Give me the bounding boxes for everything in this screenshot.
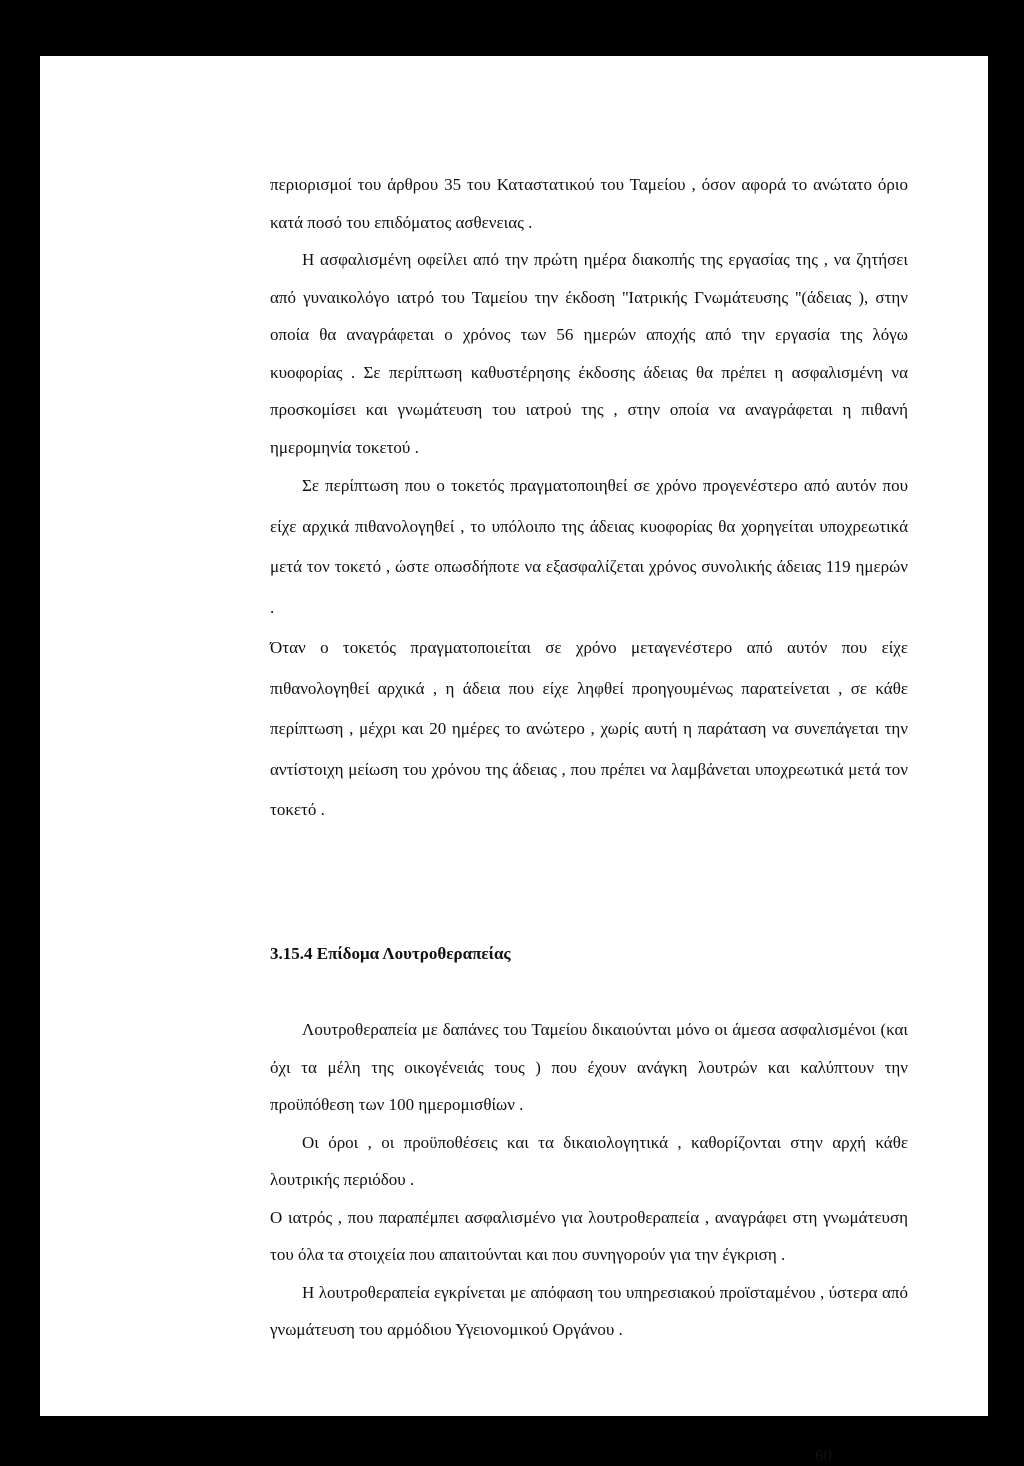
text-block-mid: [270, 466, 908, 831]
paragraph-2: Η ασφαλισμένη οφείλει από την πρώτη ημέρα διακοπής της εργασίας της , να ζητήσει από γυναικολόγο ιατρό του Ταμείου την έκδοση ''Ιατρικής Γνωμάτευσης ''(άδειας ), στην οποία θα αναγράφεται ο χρόνος των 56 ημερών αποχής από την εργασία της λόγω κυοφορίας . Σε περίπτωση καθυστέρησης έκδοσης άδειας θα πρέπει η ασφαλισμένη να προσκομίσει και γνωμάτευση του ιατρού της , στην οποία να αναγράφεται η πιθανή ημερομηνία τοκετού .: [270, 250, 908, 457]
section-paragraph-1: Λουτροθεραπεία με δαπάνες του Ταμείου δικαιούνται μόνο οι άμεσα ασφαλισμένοι (και όχι τα μέλη της οικογένειάς τους ) που έχουν ανάγκη λουτρών και καλύπτουν την προϋπόθεση των 100 ημερομισθίων .: [270, 1020, 908, 1114]
section-paragraph-3: Ο ιατρός , που παραπέμπει ασφαλισμένο για λουτροθεραπεία , αναγράφει στη γνωμάτευση του όλα τα στοιχεία που απαιτούνται και που συνηγορούν για την έγκριση .: [270, 1207, 908, 1264]
section-paragraph-2: Οι όροι , οι προϋποθέσεις και τα δικαιολογητικά , καθορίζονται στην αρχή κάθε λουτρικής περιόδου .: [270, 1132, 908, 1189]
page-number: 60: [815, 1446, 832, 1465]
document-page: [40, 56, 988, 1465]
text-block-top: [270, 166, 908, 466]
section-paragraph-4: Η λουτροθεραπεία εγκρίνεται με απόφαση του υπηρεσιακού προϊσταμένου , ύστερα από γνωμάτευση του αρμόδιου Υγειονομικού Οργάνου .: [270, 1282, 908, 1339]
main-text: [270, 166, 908, 831]
paragraph-4: Όταν ο τοκετός πραγματοποιείται σε χρόνο μεταγενέστερο από αυτόν που είχε πιθανολογηθεί αρχικά , η άδεια που είχε ληφθεί προηγουμένως παρατείνεται , σε κάθε περίπτωση , μέχρι και 20 ημέρες το ανώτερο , χωρίς αυτή η παράταση να συνεπάγεται την αντίστοιχη μείωση του χρόνου της άδειας , που πρέπει να λαμβάνεται υποχρεωτικά μετά τον τοκετό .: [270, 638, 908, 819]
paragraph-3: Σε περίπτωση που ο τοκετός πραγματοποιηθεί σε χρόνο προγενέστερο από αυτόν που είχε αρχικά πιθανολογηθεί , το υπόλοιπο της άδειας κυοφορίας θα χορηγείται υποχρεωτικά μετά τον τοκετό , ώστε οπωσδήποτε να εξασφαλίζεται χρόνος συνολικής άδειας 119 ημερών .: [270, 476, 908, 617]
section-body: [270, 1011, 908, 1349]
paragraph-1: περιορισμοί του άρθρου 35 του Καταστατικού του Ταμείου , όσον αφορά το ανώτατο όριο κατά ποσό του επιδόματος ασθενειας .: [270, 175, 908, 232]
section-heading: 3.15.4 Επίδομα Λουτροθεραπείας: [270, 944, 511, 963]
